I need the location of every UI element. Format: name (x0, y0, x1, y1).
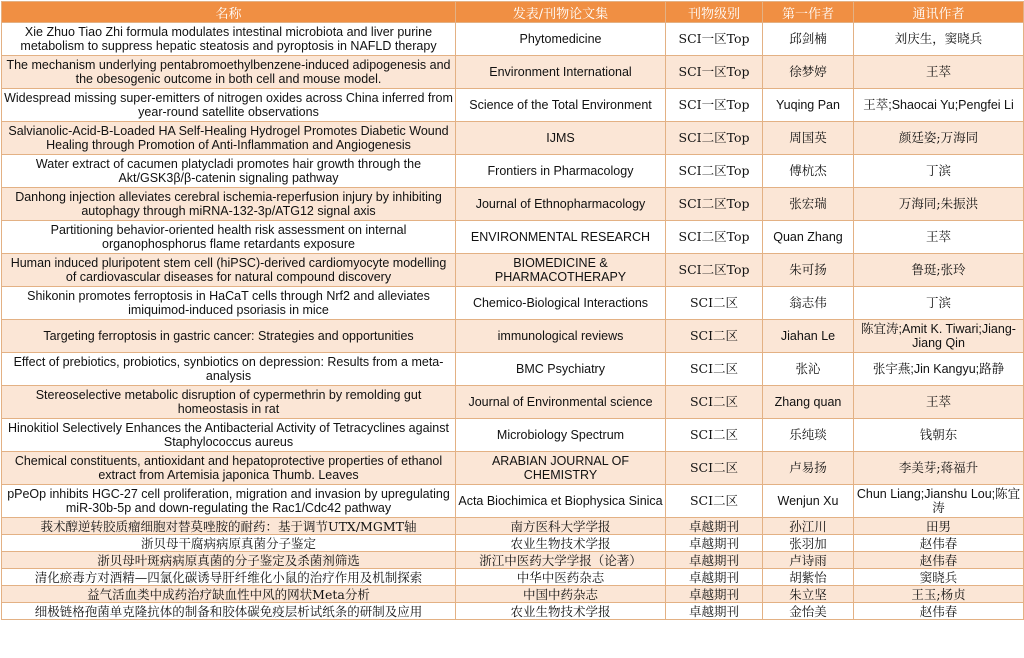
cell-journal: Acta Biochimica et Biophysica Sinica (456, 485, 666, 518)
cell-corresponding-author: 赵伟春 (854, 603, 1024, 620)
cell-corresponding-author: 田男 (854, 518, 1024, 535)
cell-journal: BMC Psychiatry (456, 353, 666, 386)
cell-first-author: 金怡美 (763, 603, 854, 620)
cell-journal: Phytomedicine (456, 23, 666, 56)
cell-journal: 中国中药杂志 (456, 586, 666, 603)
cell-title: 浙贝母叶斑病病原真菌的分子鉴定及杀菌剂筛选 (2, 552, 456, 569)
cell-title: Danhong injection alleviates cerebral ischemia-reperfusion injury by inhibiting autophagy through miRNA-132-3p/ATG12 signal axis (2, 188, 456, 221)
cell-title: Water extract of cacumen platycladi promotes hair growth through the Akt/GSK3β/β-catenin signaling pathway (2, 155, 456, 188)
cell-journal: Chemico-Biological Interactions (456, 287, 666, 320)
table-row (2, 287, 1024, 320)
cell-level: 卓越期刊 (666, 518, 763, 535)
cell-journal: 南方医科大学学报 (456, 518, 666, 535)
cell-corresponding-author: Chun Liang;Jianshu Lou;陈宜涛 (854, 485, 1024, 518)
cell-level: 卓越期刊 (666, 535, 763, 552)
cell-title: Widespread missing super-emitters of nitrogen oxides across China inferred from year-round satellite observations (2, 89, 456, 122)
cell-corresponding-author: 赵伟春 (854, 552, 1024, 569)
cell-level: SCI二区Top (666, 122, 763, 155)
cell-first-author: 翁志伟 (763, 287, 854, 320)
cell-first-author: 朱可扬 (763, 254, 854, 287)
cell-title: Stereoselective metabolic disruption of cypermethrin by remolding gut homeostasis in rat (2, 386, 456, 419)
cell-journal: 中华中医药杂志 (456, 569, 666, 586)
cell-corresponding-author: 丁滨 (854, 287, 1024, 320)
cell-corresponding-author: 王玉;杨贞 (854, 586, 1024, 603)
cell-corresponding-author: 陈宜涛;Amit K. Tiwari;Jiang-Jiang Qin (854, 320, 1024, 353)
cell-journal: Microbiology Spectrum (456, 419, 666, 452)
cell-journal: Environment International (456, 56, 666, 89)
cell-corresponding-author: 李美芽;蒋福升 (854, 452, 1024, 485)
cell-journal: 农业生物技术学报 (456, 535, 666, 552)
cell-level: SCI二区Top (666, 221, 763, 254)
cell-title: 细极链格孢菌单克隆抗体的制备和胶体碳免疫层析试纸条的研制及应用 (2, 603, 456, 620)
cell-level: SCI二区 (666, 320, 763, 353)
cell-level: SCI一区Top (666, 23, 763, 56)
cell-first-author: Quan Zhang (763, 221, 854, 254)
table-row (2, 552, 1024, 569)
cell-level: 卓越期刊 (666, 569, 763, 586)
cell-title: Effect of prebiotics, probiotics, synbiotics on depression: Results from a meta-analysis (2, 353, 456, 386)
cell-corresponding-author: 赵伟春 (854, 535, 1024, 552)
cell-first-author: 卢诗雨 (763, 552, 854, 569)
cell-level: SCI一区Top (666, 89, 763, 122)
cell-level: SCI二区 (666, 287, 763, 320)
cell-corresponding-author: 王萃 (854, 386, 1024, 419)
table-row (2, 353, 1024, 386)
cell-corresponding-author: 钱朝东 (854, 419, 1024, 452)
cell-corresponding-author: 张宇燕;Jin Kangyu;路静 (854, 353, 1024, 386)
cell-level: SCI二区 (666, 452, 763, 485)
cell-title: Salvianolic-Acid-B-Loaded HA Self-Healing Hydrogel Promotes Diabetic Wound Healing through Promotion of Anti-Inflammation and Angiogenesis (2, 122, 456, 155)
cell-first-author: 周国英 (763, 122, 854, 155)
cell-first-author: Zhang quan (763, 386, 854, 419)
cell-corresponding-author: 颜廷姿;万海同 (854, 122, 1024, 155)
cell-journal: 浙江中医药大学学报（论著） (456, 552, 666, 569)
table-row (2, 23, 1024, 56)
cell-first-author: 乐纯琰 (763, 419, 854, 452)
cell-level: 卓越期刊 (666, 603, 763, 620)
cell-journal: Frontiers in Pharmacology (456, 155, 666, 188)
cell-title: 浙贝母干腐病病原真菌分子鉴定 (2, 535, 456, 552)
cell-title: pPeOp inhibits HGC-27 cell proliferation, migration and invasion by upregulating miR-30b-5p and down-regulating the Rac1/Cdc42 pathway (2, 485, 456, 518)
cell-journal: Science of the Total Environment (456, 89, 666, 122)
cell-corresponding-author: 刘庆生，窦晓兵 (854, 23, 1024, 56)
cell-corresponding-author: 王萃;Shaocai Yu;Pengfei Li (854, 89, 1024, 122)
cell-journal: BIOMEDICINE & PHARMACOTHERAPY (456, 254, 666, 287)
cell-first-author: 徐梦婷 (763, 56, 854, 89)
table-row (2, 386, 1024, 419)
cell-first-author: 卢易扬 (763, 452, 854, 485)
table-row (2, 221, 1024, 254)
cell-first-author: Wenjun Xu (763, 485, 854, 518)
cell-level: SCI二区Top (666, 155, 763, 188)
header-title: 名称 (2, 2, 456, 23)
cell-title: 清化瘀毒方对酒精—四氯化碳诱导肝纤维化小鼠的治疗作用及机制探索 (2, 569, 456, 586)
cell-journal: immunological reviews (456, 320, 666, 353)
cell-title: Targeting ferroptosis in gastric cancer: Strategies and opportunities (2, 320, 456, 353)
cell-level: SCI二区 (666, 353, 763, 386)
cell-first-author: 胡紫怡 (763, 569, 854, 586)
table-row (2, 320, 1024, 353)
table-row (2, 188, 1024, 221)
cell-corresponding-author: 鲁珽;张玲 (854, 254, 1024, 287)
cell-first-author: Jiahan Le (763, 320, 854, 353)
table-row (2, 89, 1024, 122)
cell-first-author: 朱立坚 (763, 586, 854, 603)
cell-title: Human induced pluripotent stem cell (hiPSC)-derived cardiomyocyte modelling of cardiovascular diseases for natural compound discovery (2, 254, 456, 287)
table-row (2, 586, 1024, 603)
table-header-row (2, 2, 1024, 23)
cell-level: SCI二区 (666, 419, 763, 452)
cell-title: Shikonin promotes ferroptosis in HaCaT cells through Nrf2 and alleviates imiquimod-induced psoriasis in mice (2, 287, 456, 320)
cell-level: 卓越期刊 (666, 552, 763, 569)
header-level: 刊物级别 (666, 2, 763, 23)
table-row (2, 603, 1024, 620)
cell-first-author: 孙江川 (763, 518, 854, 535)
table-row (2, 254, 1024, 287)
cell-corresponding-author: 王萃 (854, 221, 1024, 254)
cell-corresponding-author: 窦晓兵 (854, 569, 1024, 586)
cell-corresponding-author: 万海同;朱振洪 (854, 188, 1024, 221)
cell-first-author: 张宏瑞 (763, 188, 854, 221)
table-row (2, 419, 1024, 452)
cell-title: 莪术醇逆转胶质瘤细胞对替莫唑胺的耐药：基于调节UTX/MGMT轴 (2, 518, 456, 535)
cell-title: Hinokitiol Selectively Enhances the Antibacterial Activity of Tetracyclines against Staphylococcus aureus (2, 419, 456, 452)
table-row (2, 56, 1024, 89)
cell-level: SCI二区 (666, 485, 763, 518)
cell-journal: Journal of Environmental science (456, 386, 666, 419)
cell-title: Chemical constituents, antioxidant and hepatoprotective properties of ethanol extract from Artemisia japonica Thumb. Leaves (2, 452, 456, 485)
cell-journal: 农业生物技术学报 (456, 603, 666, 620)
cell-title: 益气活血类中成药治疗缺血性中风的网状Meta分析 (2, 586, 456, 603)
table-row (2, 535, 1024, 552)
cell-title: Partitioning behavior-oriented health risk assessment on internal organophosphorus flame retardants exposure (2, 221, 456, 254)
cell-corresponding-author: 丁滨 (854, 155, 1024, 188)
cell-first-author: 邱剑楠 (763, 23, 854, 56)
cell-journal: Journal of Ethnopharmacology (456, 188, 666, 221)
cell-title: The mechanism underlying pentabromoethylbenzene-induced adipogenesis and the obesogenic outcome in both cell and mouse model. (2, 56, 456, 89)
cell-level: SCI二区Top (666, 254, 763, 287)
cell-journal: ARABIAN JOURNAL OF CHEMISTRY (456, 452, 666, 485)
cell-corresponding-author: 王萃 (854, 56, 1024, 89)
cell-level: SCI二区 (666, 386, 763, 419)
cell-title: Xie Zhuo Tiao Zhi formula modulates intestinal microbiota and liver purine metabolism to suppress hepatic steatosis and pyroptosis in NAFLD therapy (2, 23, 456, 56)
table-row (2, 452, 1024, 485)
publication-table (1, 1, 1024, 620)
table-row (2, 518, 1024, 535)
cell-first-author: 张沁 (763, 353, 854, 386)
cell-first-author: Yuqing Pan (763, 89, 854, 122)
cell-journal: IJMS (456, 122, 666, 155)
table-row (2, 485, 1024, 518)
header-first-author: 第一作者 (763, 2, 854, 23)
table-row (2, 155, 1024, 188)
cell-level: SCI一区Top (666, 56, 763, 89)
cell-level: SCI二区Top (666, 188, 763, 221)
cell-first-author: 傅杭杰 (763, 155, 854, 188)
cell-level: 卓越期刊 (666, 586, 763, 603)
table-row (2, 569, 1024, 586)
header-corresponding-author: 通讯作者 (854, 2, 1024, 23)
header-journal: 发表/刊物论文集 (456, 2, 666, 23)
cell-first-author: 张羽加 (763, 535, 854, 552)
table-row (2, 122, 1024, 155)
cell-journal: ENVIRONMENTAL RESEARCH (456, 221, 666, 254)
